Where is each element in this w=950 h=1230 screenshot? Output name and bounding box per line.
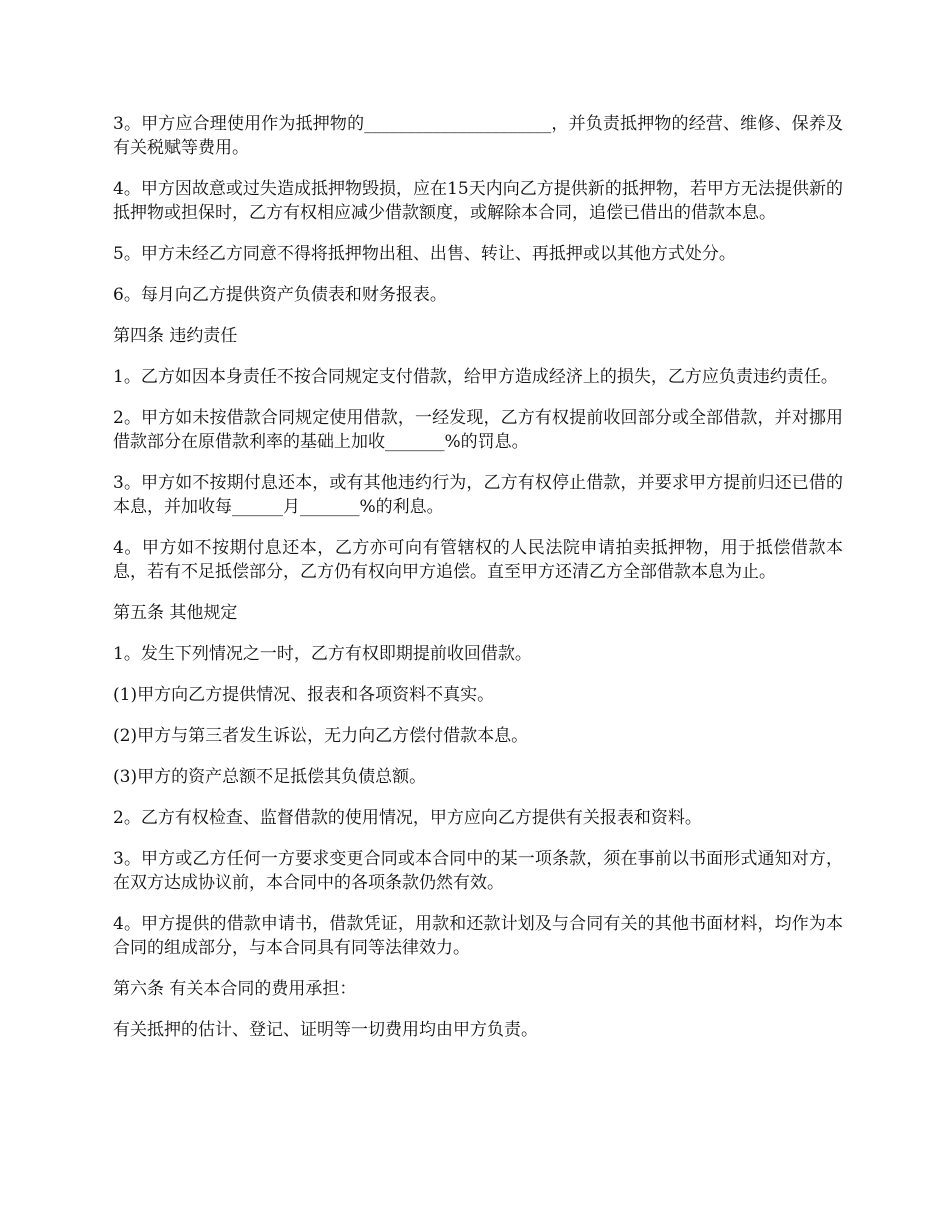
clause-3-collateral-use: 3。甲方应合理使用作为抵押物的______________________，并负责抵押物的经营、维修、保养及有关税赋等费用。 (113, 114, 843, 158)
section-4-heading: 第四条 违约责任 (113, 326, 238, 346)
breach-clause-4: 4。甲方如不按期付息还本，乙方亦可向有管辖权的人民法院申请拍卖抵押物，用于抵偿借款本息，若有不足抵偿部分，乙方仍有权向甲方追偿。直至甲方还清乙方全部借款本息为止。 (113, 538, 843, 582)
other-clause-1-item-2: (2)甲方与第三者发生诉讼，无力向乙方偿付借款本息。 (113, 726, 529, 746)
clause-5-no-disposal: 5。甲方未经乙方同意不得将抵押物出租、出售、转让、再抵押或以其他方式处分。 (113, 244, 736, 264)
other-clause-1-item-1: (1)甲方向乙方提供情况、报表和各项资料不真实。 (113, 685, 495, 705)
other-clause-1: 1。发生下列情况之一时，乙方有权即期提前收回借款。 (113, 644, 532, 664)
section-6-heading: 第六条 有关本合同的费用承担： (113, 979, 357, 999)
other-clause-2: 2。乙方有权检查、监督借款的使用情况，甲方应向乙方提供有关报表和资料。 (113, 808, 702, 828)
clause-4-collateral-damage: 4。甲方因故意或过失造成抵押物毁损，应在15天内向乙方提供新的抵押物，若甲方无法提供新的抵押物或担保时，乙方有权相应减少借款额度，或解除本合同，追偿已借出的借款本息。 (113, 179, 843, 223)
clause-6-monthly-reports: 6。每月向乙方提供资产负债表和财务报表。 (113, 285, 447, 305)
breach-clause-3: 3。甲方如不按期付息还本，或有其他违约行为，乙方有权停止借款，并要求甲方提前归还已借的本息，并加收每______月_______%的利息。 (113, 473, 843, 517)
breach-clause-2: 2。甲方如未按借款合同规定使用借款，一经发现，乙方有权提前收回部分或全部借款，并对挪用借款部分在原借款利率的基础上加收_______%的罚息。 (113, 408, 843, 452)
other-clause-1-item-3: (3)甲方的资产总额不足抵偿其负债总额。 (113, 767, 427, 787)
other-clause-3: 3。甲方或乙方任何一方要求变更合同或本合同中的某一项条款，须在事前以书面形式通知对方，在双方达成协议前，本合同中的各项条款仍然有效。 (113, 849, 843, 893)
fees-clause: 有关抵押的估计、登记、证明等一切费用均由甲方负责。 (113, 1020, 538, 1040)
section-5-heading: 第五条 其他规定 (113, 603, 238, 623)
other-clause-4: 4。甲方提供的借款申请书，借款凭证，用款和还款计划及与合同有关的其他书面材料，均作为本合同的组成部分，与本合同具有同等法律效力。 (113, 914, 843, 958)
breach-clause-1: 1。乙方如因本身责任不按合同规定支付借款，给甲方造成经济上的损失，乙方应负责违约责任。 (113, 367, 838, 387)
document-body (113, 112, 843, 1059)
